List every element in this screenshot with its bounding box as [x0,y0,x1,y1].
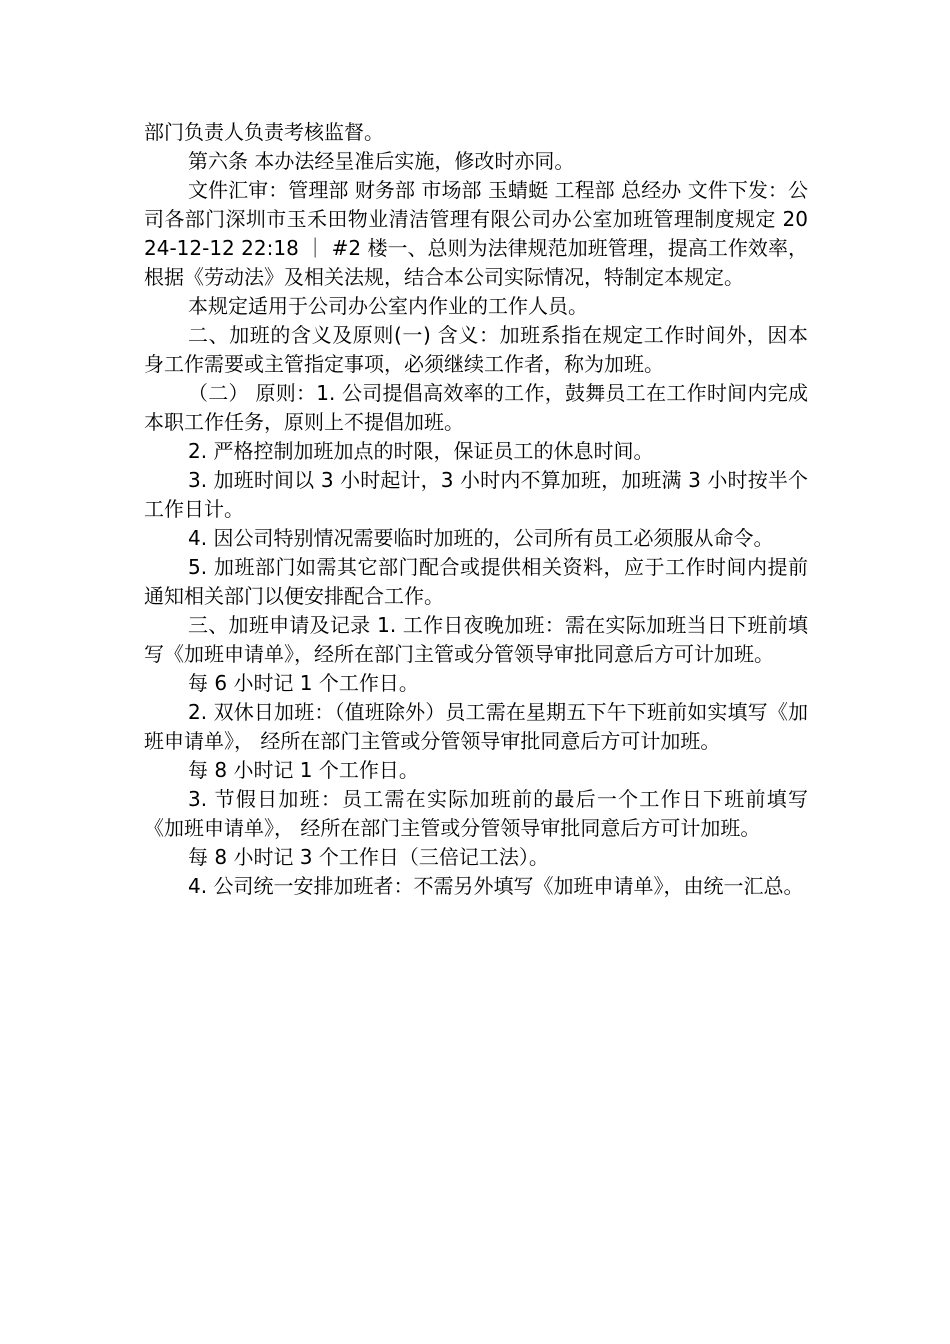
paragraph: 三、加班申请及记录 1. 工作日夜晚加班：需在实际加班当日下班前填写《加班申请单》，经所在部门主管或分管领导审批同意后方可计加班。 [144,613,808,666]
paragraph: （二） 原则：1. 公司提倡高效率的工作，鼓舞员工在工作时间内完成本职工作任务，原则上不提倡加班。 [144,381,808,434]
paragraph: 每 8 小时记 3 个工作日（三倍记工法）。 [188,845,549,869]
paragraph: 3. 加班时间以 3 小时起计，3 小时内不算加班，加班满 3 小时按半个工作日计。 [144,468,808,521]
paragraph: 4. 因公司特别情况需要临时加班的，公司所有员工必须服从命令。 [188,526,774,550]
paragraph: 2. 双休日加班：（值班除外）员工需在星期五下午下班前如实填写《加班申请单》， 经所在部门主管或分管领导审批同意后方可计加班。 [144,700,808,753]
paragraph: 第六条 本办法经呈准后实施，修改时亦同。 [188,149,575,173]
paragraph: 二、加班的含义及原则(一) 含义：加班系指在规定工作时间外，因本身工作需要或主管指定事项，必须继续工作者，称为加班。 [144,323,808,376]
paragraph: 5. 加班部门如需其它部门配合或提供相关资料，应于工作时间内提前通知相关部门以便安排配合工作。 [144,555,808,608]
paragraph: 每 8 小时记 1 个工作日。 [188,758,419,782]
paragraph: 部门负责人负责考核监督。 [144,120,384,144]
paragraph: 2. 严格控制加班加点的时限，保证员工的休息时间。 [188,439,654,463]
paragraph: 每 6 小时记 1 个工作日。 [188,671,419,695]
paragraph: 3. 节假日加班：员工需在实际加班前的最后一个工作日下班前填写《加班申请单》， 经所在部门主管或分管领导审批同意后方可计加班。 [144,787,808,840]
paragraph: 4. 公司统一安排加班者：不需另外填写《加班申请单》，由统一汇总。 [188,874,804,898]
document-page [144,118,808,901]
paragraph: 文件汇审：管理部 财务部 市场部 玉蜻蜓 工程部 总经办 文件下发：公司各部门深圳市玉禾田物业清洁管理有限公司办公室加班管理制度规定 2024-12-12 22:18 ｜ #2 楼一、总则为法律规范加班管理，提高工作效率，根据《劳动法》及相关法规，结合本公司实际情况，特制定本规定。 [144,178,808,289]
paragraph: 本规定适用于公司办公室内作业的工作人员。 [188,294,588,318]
